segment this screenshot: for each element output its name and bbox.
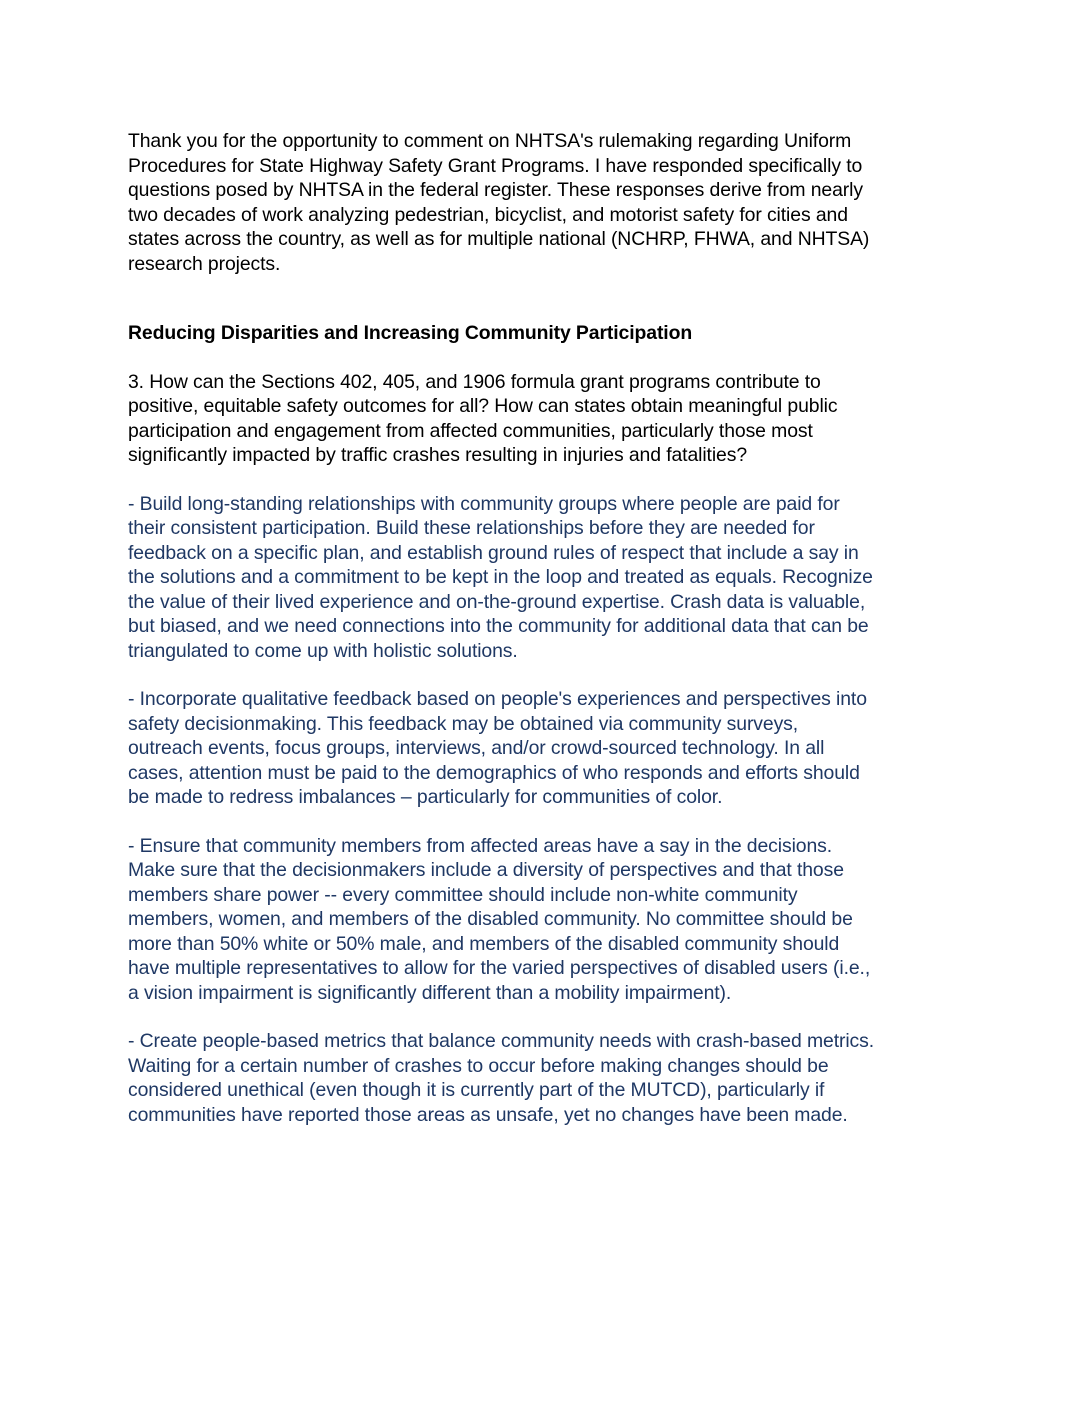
response-build-relationships [128, 492, 968, 664]
response-people-based-metrics [128, 1029, 968, 1127]
intro-paragraph [128, 129, 968, 276]
response-line: be made to redress imbalances – particularly for communities of color. [128, 786, 723, 808]
intro-line: questions posed by NHTSA in the federal register. These responses derive from nearly [128, 179, 863, 201]
response-line: outreach events, focus groups, interviews, and/or crowd-sourced technology. In all [128, 737, 825, 759]
question-line: 3. How can the Sections 402, 405, and 1906 formula grant programs contribute to [128, 370, 821, 393]
response-line: the value of their lived experience and on-the-ground expertise. Crash data is valuable, [128, 590, 866, 613]
response-line: but biased, and we need connections into the community for additional data that can be [128, 615, 869, 637]
response-line: members, women, and members of the disabled community. No committee should be [128, 908, 853, 930]
question-line: positive, equitable safety outcomes for all? How can states obtain meaningful public [128, 395, 838, 417]
question-paragraph [128, 370, 968, 468]
response-line: members share power -- every committee should include non-white community [128, 883, 798, 906]
response-line: have multiple representatives to allow for the varied perspectives of disabled users (i.e., [128, 957, 871, 979]
response-line: - Build long-standing relationships with community groups where people are paid for [128, 492, 840, 515]
response-line: considered unethical (even though it is currently part of the MUTCD), particularly if [128, 1079, 825, 1101]
response-line: safety decisionmaking. This feedback may be obtained via community surveys, [128, 712, 799, 735]
response-line: - Incorporate qualitative feedback based on people's experiences and perspectives into [128, 688, 867, 710]
response-line: communities have reported those areas as unsafe, yet no changes have been made. [128, 1103, 848, 1126]
question-line: participation and engagement from affected communities, particularly those most [128, 419, 813, 442]
response-line: - Create people-based metrics that balance community needs with crash-based metrics. [128, 1030, 875, 1052]
intro-line: research projects. [128, 252, 281, 275]
response-line: - Ensure that community members from affected areas have a say in the decisions. [128, 834, 833, 857]
response-qualitative-feedback [128, 687, 968, 810]
intro-line: Thank you for the opportunity to comment on NHTSA's rulemaking regarding Uniform [128, 130, 852, 152]
response-line: feedback on a specific plan, and establish ground rules of respect that include a say in [128, 541, 859, 564]
response-line: the solutions and a commitment to be kept in the loop and treated as equals. Recognize [128, 566, 873, 588]
document-body [128, 129, 968, 1127]
question-line: significantly impacted by traffic crashes resulting in injuries and fatalities? [128, 444, 748, 466]
section-heading: Reducing Disparities and Increasing Community Participation [128, 322, 693, 344]
intro-line: Procedures for State Highway Safety Grant Programs. I have responded specifically to [128, 154, 863, 177]
intro-line: states across the country, as well as for multiple national (NCHRP, FHWA, and NHTSA) [128, 228, 870, 250]
response-line: a vision impairment is significantly different than a mobility impairment). [128, 981, 732, 1004]
response-line: Make sure that the decisionmakers include a diversity of perspectives and that those [128, 859, 844, 881]
response-line: cases, attention must be paid to the demographics of who responds and efforts should [128, 761, 860, 784]
response-line: triangulated to come up with holistic solutions. [128, 639, 518, 662]
response-line: Waiting for a certain number of crashes to occur before making changes should be [128, 1054, 829, 1077]
response-line: more than 50% white or 50% male, and members of the disabled community should [128, 932, 840, 955]
response-community-say [128, 834, 968, 1006]
intro-line: two decades of work analyzing pedestrian, bicyclist, and motorist safety for cities and [128, 203, 848, 226]
response-line: their consistent participation. Build these relationships before they are needed for [128, 517, 815, 539]
